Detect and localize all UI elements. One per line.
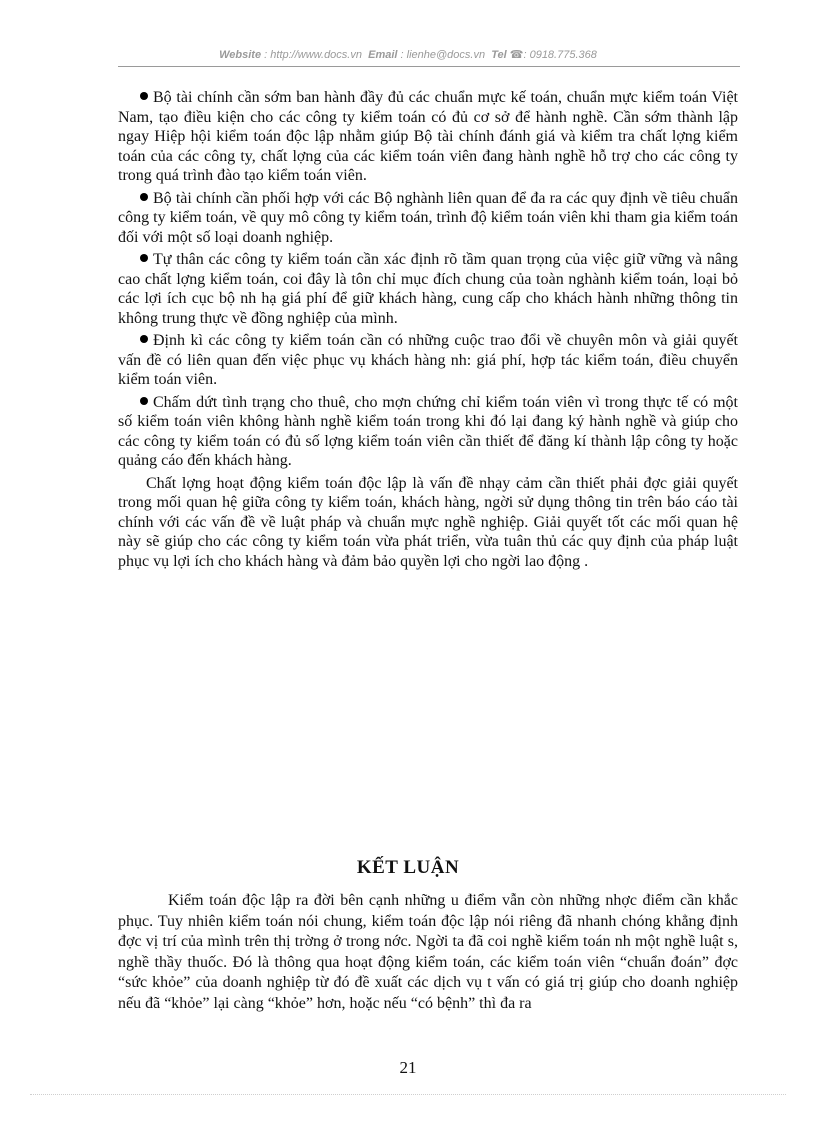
website-label: Website <box>219 49 262 61</box>
bullet-icon <box>140 193 148 201</box>
bullet-paragraph-1: Bộ tài chính cần sớm ban hành đầy đủ các chuẩn mực kế toán, chuẩn mực kiểm toán Việt Nam, tạo điều kiện cho các công ty kiểm toán có đủ cơ sở để hành nghề. Cần sớm thành lập ngay Hiệp hội kiểm toán độc lập nhằm giúp Bộ tài chính đánh giá và kiểm tra chất lợng kiểm toán của các công ty, chất lợng của các kiểm toán viên đang hành nghề hỗ trợ cho các công ty trong quá trình đào tạo kiểm toán viên. <box>118 89 738 184</box>
tel-number: : 0918.775.368 <box>523 49 597 61</box>
website-url[interactable]: : http://www.docs.vn <box>264 49 362 61</box>
bullet-paragraph-2: Bộ tài chính cần phối hợp với các Bộ nghành liên quan để đa ra các quy định về tiêu chuẩn công ty kiểm toán, về quy mô công ty kiểm toán, trình độ kiểm toán viên khi tham gia kiểm toán đối với một số loại doanh nghiệp. <box>118 189 738 246</box>
page-number: 21 <box>399 1058 417 1077</box>
tel-label: Tel <box>491 49 507 61</box>
page-header <box>0 48 816 61</box>
email-label: Email <box>368 49 398 61</box>
conclusion-heading: KẾT LUẬN <box>356 857 460 878</box>
bullet-icon <box>140 92 148 100</box>
bullet-paragraph-5: Chấm dứt tình trạng cho thuê, cho mợn chứng chỉ kiểm toán viên vì trong thực tế có một số kiểm toán viên không hành nghề kiểm toán trong khi đó lại đang ký hành nghề và giúp cho các công ty kiểm toán có đủ số lợng kiểm toán viên cần thiết để đăng kí thành lập công ty hoặc quảng cáo đến khách hàng. <box>118 393 738 469</box>
phone-icon: ☎ <box>509 49 524 61</box>
bullet-icon <box>140 254 148 262</box>
conclusion-section <box>118 891 738 1014</box>
bullet-icon <box>140 335 148 343</box>
bullet-icon <box>140 397 148 405</box>
closing-paragraph: Chất lợng hoạt động kiểm toán độc lập là vấn đề nhạy cảm cần thiết phải đợc giải quyết trong mối quan hệ giữa công ty kiểm toán, khách hàng, ngời sử dụng thông tin trên báo cáo tài chính với các vấn đề về luật pháp và chuẩn mực nghề nghiệp. Giải quyết tốt các mối quan hệ này sẽ giúp cho các công ty kiểm toán vừa phát triển, vừa tuân thủ các quy định của pháp luật phục vụ lợi ích cho khách hàng và đảm bảo quyền lợi cho ngời lao động . <box>118 474 738 570</box>
conclusion-paragraph: Kiểm toán độc lập ra đời bên cạnh những u điểm vẫn còn những nhợc điểm cần khắc phục. Tuy nhiên kiểm toán nói chung, kiểm toán độc lập nói riêng đã nhanh chóng khẳng định đợc vị trí của mình trên thị trờng ở trong nớc. Ngời ta đã coi nghề kiểm toán nh một nghề luật s, nghề thầy thuốc. Đó là thông qua hoạt động kiểm toán, các kiểm toán viên “chuẩn đoán” đợc “sức khỏe” của doanh nghiệp từ đó đề xuất các dịch vụ t vấn có giá trị giúp cho doanh nghiệp nếu đã “khỏe” lại càng “khỏe” hơn, hoặc nếu “có bệnh” thì đa ra <box>118 892 738 1012</box>
bullet-paragraph-4: Định kì các công ty kiểm toán cần có những cuộc trao đổi về chuyên môn và giải quyết vấn đề có liên quan đến việc phục vụ khách hàng nh: giá phí, hợp tác kiểm toán, điều chuyển kiểm toán viên. <box>118 332 738 388</box>
main-text <box>118 88 738 571</box>
header-divider <box>118 66 740 67</box>
footer-divider <box>30 1094 786 1095</box>
bullet-paragraph-3: Tự thân các công ty kiểm toán cần xác định rõ tầm quan trọng của việc giữ vững và nâng cao chất lợng kiểm toán, coi đây là tôn chỉ mục đích chung của toàn nghành kiểm toán, loại bỏ các lợi ích cục bộ nh hạ giá phí để giữ khách hàng, cung cấp cho khách hành những thông tin không trung thực về đồng nghiệp của mình. <box>118 251 738 327</box>
email-address[interactable]: : lienhe@docs.vn <box>400 49 486 61</box>
